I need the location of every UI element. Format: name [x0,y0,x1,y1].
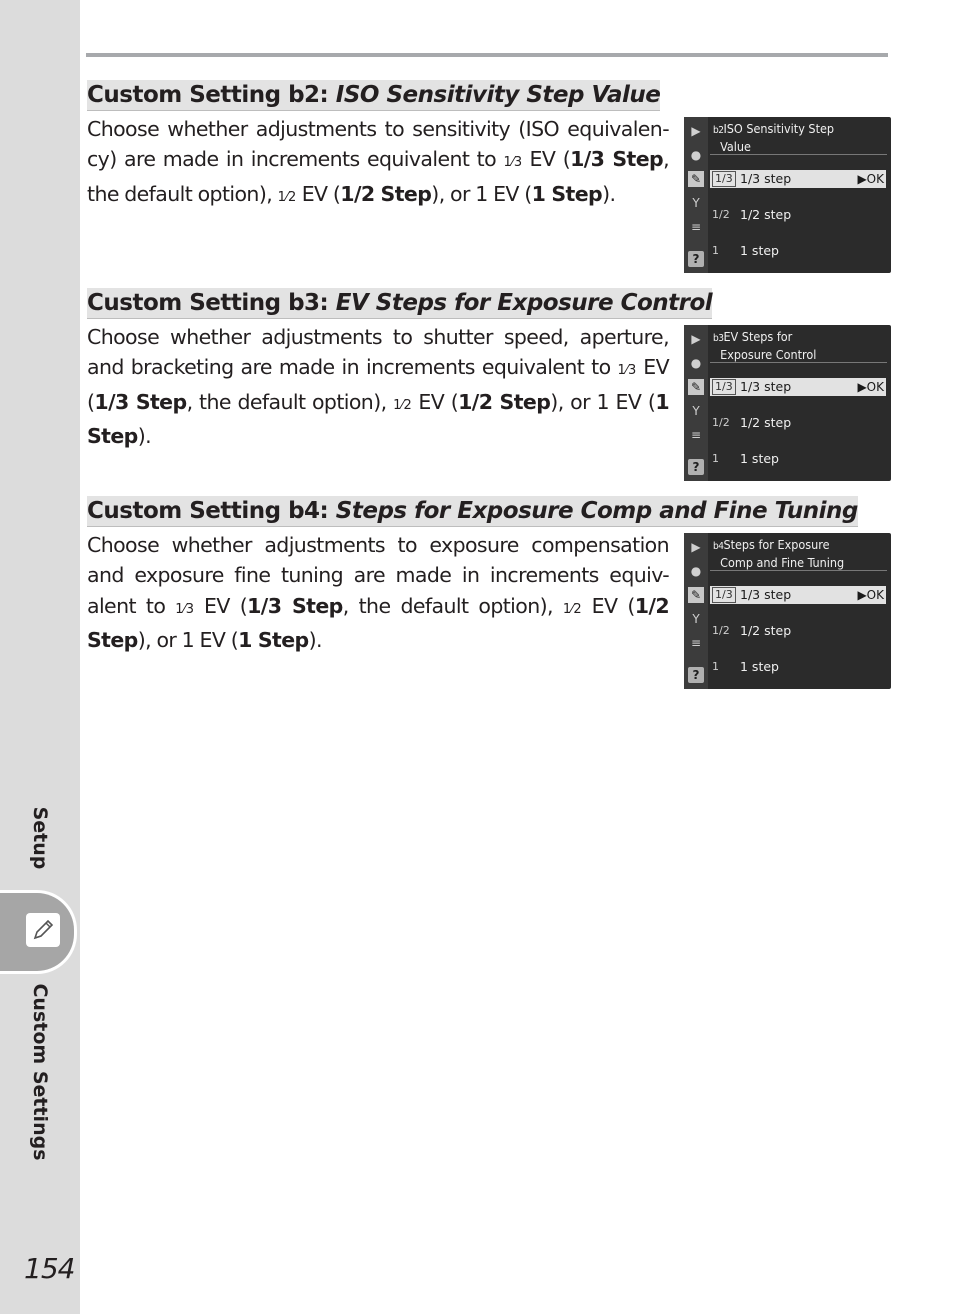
camera-menu-screenshot [684,533,891,689]
setup-tab-label: Setup [29,806,51,870]
section-body: Choose whether adjustments to shutter speed, aperture, and bracketing are made in increments equivalent to 1⁄3 EV (1/3 Step, the default option), 1⁄2 EV (1/2 Step), or 1 EV (1 Step). [87,325,670,448]
section-heading: Custom Setting b4: Steps for Exposure Comp and Fine Tuning [87,496,858,527]
wrench-icon: Y [692,404,700,418]
menu-option: 1/2 1/2 step [712,415,792,430]
menu-title: b2ISO Sensitivity Step Value [713,121,835,154]
menu-option: 1/3 1/3 step ▶OK [710,586,886,604]
section-heading: Custom Setting b3: EV Steps for Exposure Control [87,288,712,319]
top-rule [86,53,888,57]
menu-option: 1/2 1/2 step [712,623,792,638]
arrow-right-icon: ▶ [857,380,867,394]
pencil-icon: ✎ [688,379,704,395]
menu-icon-column [684,533,708,689]
menu-icon-column [684,325,708,481]
playback-icon: ▶ [691,540,701,554]
wrench-icon: Y [692,196,700,210]
menu-option: 1 1 step [712,451,779,466]
custom-settings-tab-label: Custom Settings [29,983,51,1161]
page-number: 154 [24,1252,75,1285]
menu-icon-column [684,117,708,273]
help-icon: ? [688,459,704,475]
section-body: Choose whether adjustments to exposure compensation and exposure fine tuning are made in increments equiv-alent to 1⁄3 EV (1/3 Step, the default option), 1⁄2 EV (1/2 Step), or 1 EV (1 Step). [87,533,669,652]
retouch-icon: ≡ [690,636,702,650]
section-heading: Custom Setting b2: ISO Sensitivity Step Value [87,80,660,111]
section-b3 [87,288,890,488]
pencil-icon: ✎ [688,587,704,603]
camera-menu-screenshot [684,117,891,273]
camera-icon: ● [690,564,702,578]
menu-title: b4Steps for Exposure Comp and Fine Tuning [713,537,845,570]
playback-icon: ▶ [691,332,701,346]
wrench-icon: Y [692,612,700,626]
arrow-right-icon: ▶ [857,172,867,186]
menu-title: b3EV Steps for Exposure Control [713,329,817,362]
section-b4 [87,496,890,696]
menu-option: 1 1 step [712,659,779,674]
menu-option: 1/2 1/2 step [712,207,792,222]
section-b2 [87,80,890,280]
retouch-icon: ≡ [690,220,702,234]
help-icon: ? [688,667,704,683]
pencil-icon: ✎ [688,171,704,187]
camera-icon: ● [690,148,702,162]
help-icon: ? [688,251,704,267]
pencil-icon [26,913,60,947]
camera-menu-screenshot [684,325,891,481]
menu-option: 1 1 step [712,243,779,258]
side-tab-bar [0,0,80,1314]
retouch-icon: ≡ [690,428,702,442]
section-body: Choose whether adjustments to sensitivity (ISO equivalen-cy) are made in increments equivalent to 1⁄3 EV (1/3 Step, the default option), 1⁄2 EV (1/2 Step), or 1 EV (1 Step). [87,117,670,206]
playback-icon: ▶ [691,124,701,138]
camera-icon: ● [690,356,702,370]
arrow-right-icon: ▶ [857,588,867,602]
menu-option: 1/3 1/3 step ▶OK [710,378,886,396]
menu-option: 1/3 1/3 step ▶OK [710,170,886,188]
